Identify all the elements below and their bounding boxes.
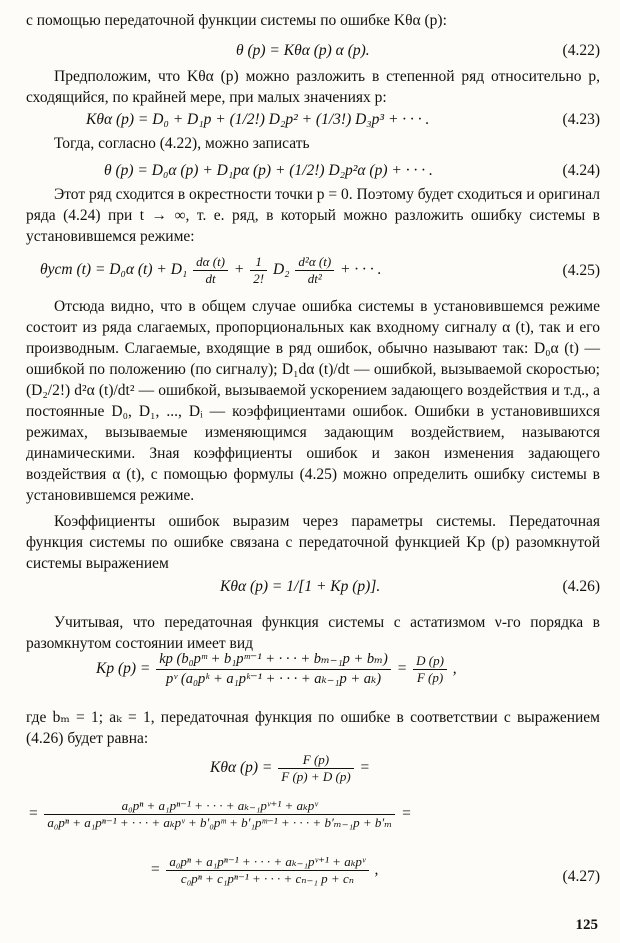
paragraph: Этот ряд сходится в окрестности точки p = 0. Поэтому будет сходиться и оригинал ряда (4.24) при t → ∞, т. е. ряд, в который можно разложить ошибку системы в установившемся режиме: (26, 186, 600, 245)
equation-body (40, 254, 382, 287)
fraction-denominator: pᵛ (a₀pᵏ + a₁pᵏ⁻¹ + · · · + aₖ₋₁p + aₖ) (166, 671, 382, 687)
equation-4-24 (40, 160, 600, 182)
equation-4-22 (40, 40, 600, 62)
eq-op: , (374, 861, 379, 879)
fraction-numerator: dα (t) (193, 254, 228, 271)
fraction (193, 254, 228, 287)
eq-op: + (233, 261, 245, 279)
fraction (413, 653, 447, 686)
fraction-denominator: F (p) + D (p) (281, 769, 351, 784)
equation-body: Kθα (p) = D₀ + D₁p + (1/2!) D₂p² + (1/3!) D₃p³ + · · · . (86, 111, 430, 128)
fraction (295, 254, 334, 287)
equation-number: (4.24) (562, 162, 600, 179)
page-number: 125 (575, 917, 598, 933)
equation-number: (4.27) (562, 868, 600, 885)
equation-line-2 (28, 798, 600, 842)
fraction-denominator: a₀pⁿ + a₁pⁿ⁻¹ + · · · + aₖpᵛ + b′₀pᵐ + b′₁pᵐ⁻¹ + · · · + b′ₘ₋₁p + b′ₘ (47, 815, 393, 830)
equation-number: (4.22) (562, 42, 600, 59)
eq-op: = (359, 759, 371, 777)
paragraph: где bₘ = 1; aₖ = 1, передаточная функция по ошибке в соответствии с выражением (4.26) будет равна: (26, 709, 600, 747)
fraction-numerator: D (p) (413, 653, 447, 670)
paragraph: Учитывая, что передаточная функция системы с астатизмом ν-го порядка в разомкнутом состоянии имеет вид (26, 614, 600, 652)
eq-term: D₂ (272, 261, 290, 279)
paragraph: Тогда, согласно (4.22), можно записать (54, 135, 310, 152)
fraction-denominator: dt² (307, 271, 322, 286)
eq-op: , (452, 660, 457, 678)
paragraph: Предположим, что Kθα (p) можно разложить в степенной ряд относительно p, сходящийся, по крайней мере, при малых значениях p: (26, 68, 600, 106)
equation-body (96, 650, 457, 689)
fraction-denominator: dt (205, 271, 216, 286)
equation-k-theta (40, 752, 600, 792)
fraction-denominator: F (p) (416, 670, 444, 685)
fraction-denominator: 2! (253, 271, 265, 286)
equation-4-27 (40, 854, 600, 898)
eq-term: θуст (t) = D₀α (t) + D₁ (40, 261, 188, 279)
fraction-numerator: 1 (250, 254, 267, 271)
fraction-numerator: a₀pⁿ + a₁pⁿ⁻¹ + · · · + aₖ₋₁pᵛ⁺¹ + aₖpᵛ (166, 854, 368, 871)
eq-term: Kр (p) = (96, 660, 151, 678)
equation-number: (4.25) (562, 262, 600, 279)
equation-body: θ (p) = D₀α (p) + D₁pα (p) + (1/2!) D₂p²α (p) + · · · . (104, 162, 433, 179)
equation-body: Kθα (p) = 1/[1 + Kр (p)]. (220, 578, 381, 595)
paragraph: с помощью передаточной функции системы по ошибке Kθα (p): (26, 12, 447, 29)
fraction-numerator: F (p) (278, 752, 353, 769)
paragraph: Коэффициенты ошибок выразим через параметры системы. Передаточная функция системы по ошибке связана с передаточной функцией Kр (p) разомкнутой системы выражением (26, 513, 600, 572)
equation-body (210, 752, 370, 785)
eq-term: + · · · . (340, 261, 382, 279)
equation-body: θ (p) = Kθα (p) α (p). (236, 42, 370, 59)
fraction-numerator: a₀pⁿ + a₁pⁿ⁻¹ + · · · + aₖ₋₁pᵛ⁺¹ + aₖpᵛ (44, 798, 395, 815)
equation-4-26 (40, 576, 600, 598)
eq-op: = (28, 805, 39, 823)
equation-4-25 (40, 254, 600, 290)
fraction (156, 650, 391, 689)
fraction (44, 798, 395, 831)
fraction (166, 854, 368, 887)
eq-op: = (150, 861, 161, 879)
eq-op: = (396, 660, 408, 678)
equation-4-23 (40, 109, 600, 131)
fraction-numerator: kр (b₀pᵐ + b₁pᵐ⁻¹ + · · · + bₘ₋₁p + bₘ) (156, 650, 391, 670)
fraction (278, 752, 353, 785)
paragraph: Отсюда видно, что в общем случае ошибка системы в установившемся режиме состоит из ряда слагаемых, пропорциональных как входному сигналу α (t), так и его производным. Слагаемые, входящие в ряд ошибок, обычно называют так: D₀α (t) — ошибкой по положению (по сигналу); D₁dα (t)/dt — ошибкой, вызываемой скоростью; (D₂/2!) d²α (t)/dt² — ошибкой, вызываемой ускорением задающего воздействия и т.д., а постоянные D₀, D₁, ..., Dᵢ — коэффициентами ошибок. Ошибки в установившихся режимах, вызываемые изменяющимся задающим воздействием, называются динамическими. Зная коэффициенты ошибок и закон изменения задающего воздействия α (t), с помощью формулы (4.25) можно определить ошибку системы в установившемся режиме. (26, 298, 600, 504)
equation-number: (4.26) (562, 578, 600, 595)
equation-number: (4.23) (562, 111, 600, 128)
fraction (250, 254, 267, 287)
eq-op: = (401, 805, 412, 823)
eq-term: Kθα (p) = (210, 759, 273, 777)
fraction-numerator: d²α (t) (295, 254, 334, 271)
fraction-denominator: c₀pⁿ + c₁pⁿ⁻¹ + · · · + cₙ₋₁ p + cₙ (180, 871, 354, 886)
equation-kp (40, 650, 600, 694)
equation-body (28, 798, 412, 831)
equation-body (150, 854, 378, 887)
